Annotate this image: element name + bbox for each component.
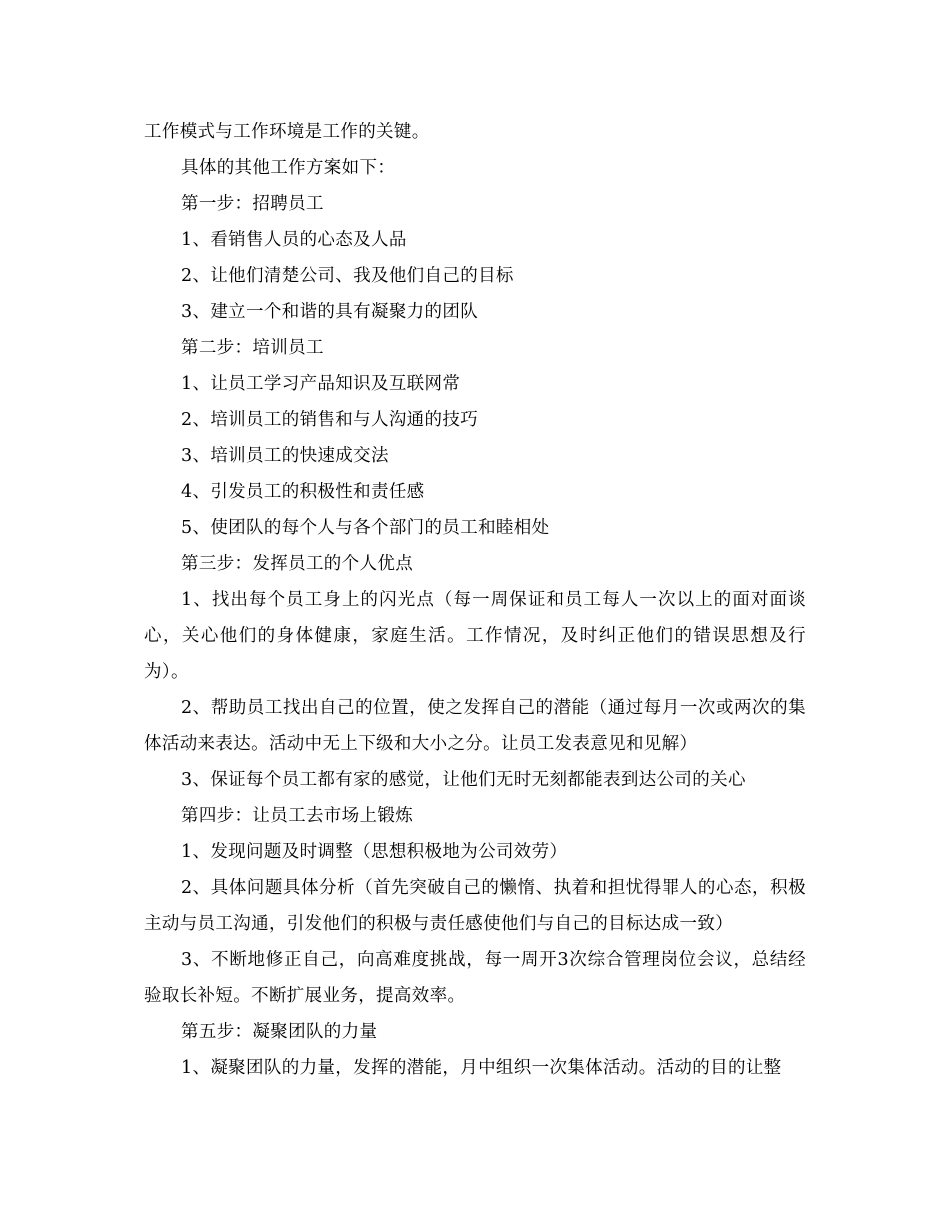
step-3-heading: 第三步：发挥员工的个人优点 [181, 554, 414, 574]
step-4-item-1: 1、发现问题及时调整（思想积极地为公司效劳） [181, 842, 568, 862]
step-3-item-1: 1、找出每个员工身上的闪光点（每一周保证和员工每人一次以上的面对面谈心，关心他们的身体健康，家庭生活。工作情况，及时纠正他们的错误思想及行为）。 [144, 590, 806, 682]
step-2-heading: 第二步：培训员工 [181, 338, 324, 358]
step-1-item-2: 2、让他们清楚公司、我及他们自己的目标 [181, 266, 514, 286]
document-page [144, 114, 806, 1086]
step-4-item-2: 2、具体问题具体分析（首先突破自己的懒惰、执着和担忧得罪人的心态，积极主动与员工沟通，引发他们的积极与责任感使他们与自己的目标达成一致） [144, 878, 806, 934]
paragraph-intro: 工作模式与工作环境是工作的关键。 [144, 122, 430, 142]
step-2-item-2: 2、培训员工的销售和与人沟通的技巧 [181, 410, 479, 430]
step-3-item-2: 2、帮助员工找出自己的位置，使之发挥自己的潜能（通过每月一次或两次的集体活动来表达。活动中无上下级和大小之分。让员工发表意见和见解） [144, 698, 806, 754]
paragraph-plan-heading: 具体的其他工作方案如下： [181, 158, 396, 178]
step-4-item-3: 3、不断地修正自己，向高难度挑战，每一周开3次综合管理岗位会议，总结经验取长补短。不断扩展业务，提高效率。 [144, 950, 806, 1006]
step-2-item-5: 5、使团队的每个人与各个部门的员工和睦相处 [181, 518, 550, 538]
step-2-item-4: 4、引发员工的积极性和责任感 [181, 482, 425, 502]
step-1-item-1: 1、看销售人员的心态及人品 [181, 230, 407, 250]
step-3-item-3: 3、保证每个员工都有家的感觉，让他们无时无刻都能表到达公司的关心 [181, 770, 746, 790]
step-2-item-1: 1、让员工学习产品知识及互联网常 [181, 374, 461, 394]
step-1-heading: 第一步：招聘员工 [181, 194, 324, 214]
step-5-item-1: 1、凝聚团队的力量，发挥的潜能，月中组织一次集体活动。活动的目的让整 [181, 1058, 782, 1078]
step-5-heading: 第五步：凝聚团队的力量 [181, 1022, 378, 1042]
step-2-item-3: 3、培训员工的快速成交法 [181, 446, 389, 466]
step-1-item-3: 3、建立一个和谐的具有凝聚力的团队 [181, 302, 479, 322]
step-4-heading: 第四步：让员工去市场上锻炼 [181, 806, 414, 826]
